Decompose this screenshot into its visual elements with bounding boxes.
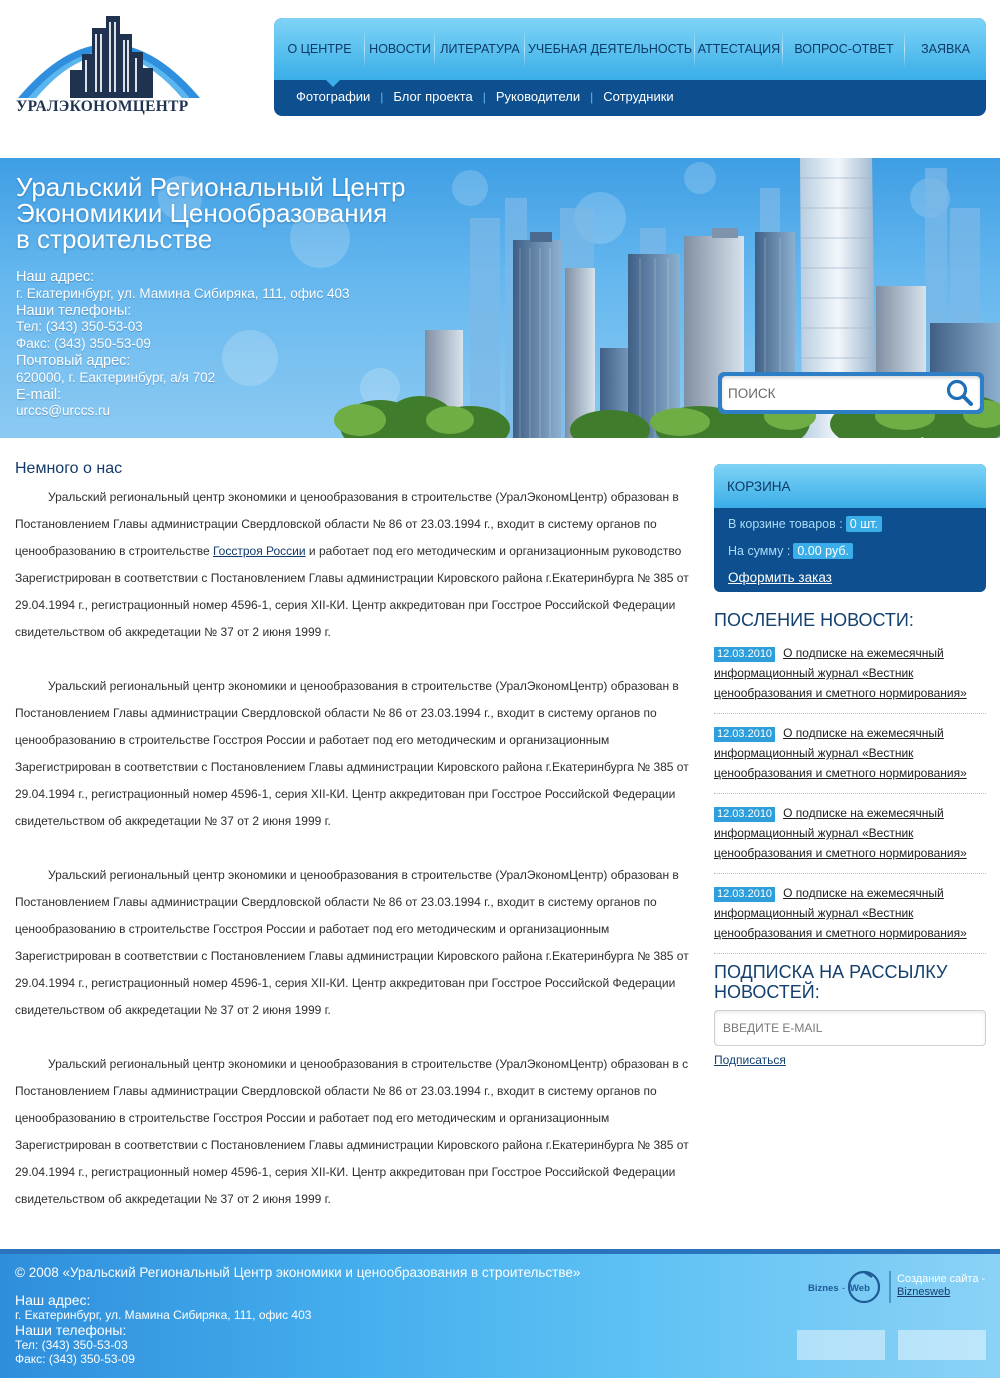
- address-label: Наш адрес:: [16, 269, 95, 285]
- logo-graphic: [14, 12, 204, 98]
- news-item: [714, 714, 986, 794]
- banner-title: [16, 174, 496, 252]
- checkout-link[interactable]: Оформить заказ: [728, 570, 832, 585]
- subscribe-heading: [714, 962, 986, 1002]
- news-link[interactable]: О подписке на ежемесячный информационный журнал «Вестник ценообразования и сметного нормирования»: [714, 806, 967, 860]
- fax-value: Факс: (343) 350-53-09: [16, 336, 151, 352]
- search-icon: [944, 378, 976, 408]
- news-date: 12.03.2010: [714, 727, 775, 742]
- main-nav: [274, 18, 986, 116]
- subnav-item-leaders[interactable]: Руководители: [495, 89, 581, 104]
- counter-badge[interactable]: [797, 1330, 885, 1360]
- footer-phones-label: Наши телефоны:: [15, 1322, 127, 1338]
- gosstroy-link[interactable]: Госстроя России: [212, 544, 306, 558]
- nav-item-education[interactable]: УЧЕБНАЯ ДЕЯТЕЛЬНОСТЬ: [525, 18, 695, 80]
- footer-address: г. Екатеринбург, ул. Мамина Сибиряка, 111, офис 403: [15, 1308, 312, 1322]
- cart-items-badge: 0 шт.: [846, 516, 882, 532]
- cart-items-label: В корзине товаров :: [728, 517, 843, 531]
- search-button[interactable]: [944, 378, 976, 408]
- sub-nav: [296, 89, 674, 104]
- biznesweb-logo: [806, 1269, 892, 1305]
- news-date: 12.03.2010: [714, 807, 775, 822]
- dev-logo-dash: -: [842, 1283, 846, 1294]
- subnav-separator: |: [590, 89, 594, 104]
- footer-top-bar: [0, 1249, 1000, 1254]
- article-paragraph: Уральский региональный центр экономики и ценообразования в строительстве (УралЭкономЦентр) образован в Постановлением Главы администрации Свердловской области № 86 от 23.03.1994 г., входит в систему органов по ценообразованию в строительстве Госстроя России и работает под его методическим и организационным Зарегистрирован в соответствии с Постановлением Главы администрации Кировского района г.Екатеринбурга № 385 от 29.04.1994 г., регистрационный номер 4596-1, серия XII-КИ. Центр аккредитован при Госстрое Российской Федерации свидетельством об аккредетации № 37 от 2 июня 1999 г.: [15, 868, 689, 1017]
- phones-label: Наши телефоны:: [16, 302, 132, 319]
- article-paragraph: Уральский региональный центр экономики и ценообразования в строительстве (УралЭкономЦентр) образован в с Постановлением Главы администрации Свердловской области № 86 от 23.03.1994 г., входит в систему органов по ценообразованию в строительстве Госстроя России и работает под его методическим и организационным Зарегистрирован в соответствии с Постановлением Главы администрации Кировского района г.Екатеринбурга № 385 от 29.04.1994 г., регистрационный номер 4596-1, серия XII-КИ. Центр аккредитован при Госстрое Российской Федерации свидетельством об аккредетации № 37 от 2 июня 1999 г.: [15, 1057, 689, 1206]
- dev-logo-right: Web: [850, 1283, 870, 1294]
- subnav-separator: |: [380, 89, 384, 104]
- news-link[interactable]: О подписке на ежемесячный информационный журнал «Вестник ценообразования и сметного нормирования»: [714, 646, 967, 700]
- subscribe-button[interactable]: Подписаться: [714, 1053, 786, 1067]
- nav-item-news[interactable]: НОВОСТИ: [365, 18, 435, 80]
- logo[interactable]: [14, 12, 204, 120]
- news-link[interactable]: О подписке на ежемесячный информационный журнал «Вестник ценообразования и сметного нормирования»: [714, 886, 967, 940]
- subnav-item-staff[interactable]: Сотрудники: [603, 89, 674, 104]
- news-heading: ПОСЛЕНИЕ НОВОСТИ:: [714, 610, 914, 630]
- cart-sum-label: На сумму :: [728, 544, 791, 558]
- footer: [0, 1249, 1000, 1378]
- cart-items-row: [728, 516, 882, 532]
- nav-item-literature[interactable]: ЛИТЕРАТУРА: [435, 18, 525, 80]
- header: [0, 0, 1000, 158]
- developer-credit: [897, 1273, 985, 1299]
- phone-value: Тел: (343) 350-53-03: [16, 319, 143, 335]
- footer-fax: Факс: (343) 350-53-09: [15, 1352, 135, 1366]
- banner-title-line: в строительстве: [16, 224, 213, 254]
- subscribe-email-input[interactable]: [715, 1011, 985, 1045]
- postal-value: 620000, г. Еактеринбург, а/я 702: [16, 369, 216, 385]
- banner-contacts: [16, 269, 349, 420]
- subscribe-heading-line: ПОДПИСКА НА РАССЫЛКУ: [714, 962, 948, 982]
- cart-sum-row: [728, 543, 853, 559]
- footer-phone: Тел: (343) 350-53-03: [15, 1338, 128, 1352]
- banner-title-line: Экономикии Ценообразования: [16, 198, 388, 228]
- banner: [0, 158, 1000, 438]
- nav-active-indicator: [326, 80, 340, 87]
- nav-item-attestation[interactable]: АТТЕСТАЦИЯ: [695, 18, 783, 80]
- search-input[interactable]: [722, 376, 942, 410]
- news-item: [714, 794, 986, 874]
- cart-title: КОРЗИНА: [714, 464, 986, 508]
- nav-item-request[interactable]: ЗАЯВКА: [921, 42, 970, 56]
- paragraph-text: и работает под его методическим и организационным руководство Зарегистрирован в соответствии с Постановлением Главы администрации Кировского района г.Екатеринбурга № 385 от 29.04.1994 г., регистрационный номер 4596-1, серия XII-КИ. Центр аккредитован при Госстрое Российской Федерации свидетельством об аккредетации № 37 от 2 июня 1999 г.: [15, 544, 689, 639]
- sidebar: [714, 464, 986, 1069]
- cart-widget: [714, 464, 986, 592]
- article-paragraph: [15, 484, 695, 646]
- footer-address-label: Наш адрес:: [15, 1292, 91, 1308]
- nav-item-faq[interactable]: ВОПРОС-ОТВЕТ: [783, 18, 905, 80]
- subscribe-heading-line: НОВОСТЕЙ:: [714, 982, 820, 1002]
- news-item: [714, 874, 986, 954]
- dev-logo-left: Biznes: [808, 1283, 839, 1294]
- subnav-item-photos[interactable]: Фотографии: [296, 89, 371, 104]
- article-paragraph: Уральский региональный центр экономики и ценообразования в строительстве (УралЭкономЦентр) образован в Постановлением Главы администрации Свердловской области № 86 от 23.03.1994 г., входит в систему органов по ценообразованию в строительстве Госстроя России и работает под его методическим и организационным Зарегистрирован в соответствии с Постановлением Главы администрации Кировского района г.Екатеринбурга № 385 от 29.04.1994 г., регистрационный номер 4596-1, серия XII-КИ. Центр аккредитован при Госстрое Российской Федерации свидетельством об аккредетации № 37 от 2 июня 1999 г.: [15, 679, 689, 828]
- email-value[interactable]: urccs@urccs.ru: [16, 403, 110, 419]
- footer-contacts: [15, 1292, 311, 1366]
- subnav-separator: |: [482, 89, 486, 104]
- banner-title-line: Уральский Региональный Центр: [16, 172, 406, 202]
- nav-item-about[interactable]: О ЦЕНТРЕ: [274, 18, 365, 80]
- email-label: E-mail:: [16, 386, 62, 403]
- logo-text: УРАЛЭКОНОМЦЕНТР: [16, 98, 189, 115]
- subscribe-email-box: [714, 1010, 986, 1046]
- paragraph-text: Уральский региональный центр экономики и ценообразования в строительстве (УралЭкономЦентр) образован в Постановлением Главы администрации Свердловской области № 86 от 23.03.1994 г., входит в систему органов по ценообразованию в строительстве: [15, 490, 679, 558]
- news-date: 12.03.2010: [714, 887, 775, 902]
- page-title: Немного о нас: [15, 460, 123, 477]
- search-field: [722, 376, 980, 410]
- address-value: г. Екатеринбург, ул. Мамина Сибиряка, 111, офис 403: [16, 285, 350, 301]
- search-box: [718, 372, 984, 414]
- developer-label: Создание сайта -: [897, 1273, 986, 1285]
- news-date: 12.03.2010: [714, 647, 775, 662]
- news-list: [714, 634, 986, 954]
- news-item: [714, 634, 986, 714]
- developer-link[interactable]: Biznesweb: [897, 1286, 951, 1298]
- footer-copyright: © 2008 «Уральский Региональный Центр экономики и ценообразования в строительстве»: [15, 1265, 581, 1280]
- subnav-item-blog[interactable]: Блог проекта: [393, 89, 473, 104]
- news-link[interactable]: О подписке на ежемесячный информационный журнал «Вестник ценообразования и сметного нормирования»: [714, 726, 967, 780]
- main-content: [15, 460, 695, 1240]
- cart-sum-badge: 0.00 руб.: [793, 543, 853, 559]
- counter-badge[interactable]: [898, 1330, 986, 1360]
- postal-label: Почтовый адрес:: [16, 352, 131, 369]
- main-nav-bar: [274, 18, 986, 80]
